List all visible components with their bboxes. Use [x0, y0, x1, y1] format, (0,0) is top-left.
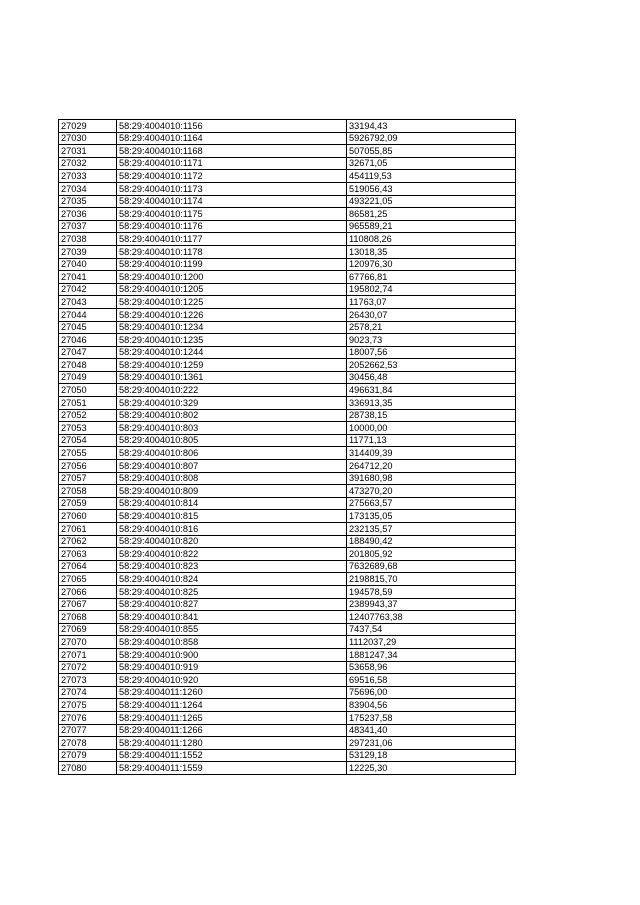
value-cell: 32671,05 [347, 157, 516, 170]
cadastral-number-cell: 58:29:4004011:1266 [117, 724, 347, 737]
value-cell: 67766,81 [347, 271, 516, 284]
value-cell: 12407763,38 [347, 611, 516, 624]
value-cell: 275663,57 [347, 497, 516, 510]
row-number-cell: 27044 [59, 308, 117, 321]
table-row [59, 548, 516, 561]
value-cell: 454119,53 [347, 170, 516, 183]
table-row [59, 585, 516, 598]
table-row [59, 308, 516, 321]
table-row [59, 409, 516, 422]
table-row [59, 623, 516, 636]
row-number-cell: 27060 [59, 510, 117, 523]
value-cell: 9023,73 [347, 334, 516, 347]
row-number-cell: 27029 [59, 120, 117, 133]
value-cell: 13018,35 [347, 245, 516, 258]
cadastral-number-cell: 58:29:4004010:808 [117, 472, 347, 485]
row-number-cell: 27037 [59, 220, 117, 233]
row-number-cell: 27049 [59, 371, 117, 384]
row-number-cell: 27035 [59, 195, 117, 208]
table-row [59, 157, 516, 170]
cadastral-number-cell: 58:29:4004010:1235 [117, 334, 347, 347]
table-row [59, 749, 516, 762]
table-row [59, 397, 516, 410]
cadastral-number-cell: 58:29:4004010:1234 [117, 321, 347, 334]
row-number-cell: 27039 [59, 245, 117, 258]
table-row [59, 648, 516, 661]
cadastral-number-cell: 58:29:4004010:809 [117, 485, 347, 498]
table-row [59, 359, 516, 372]
cadastral-number-cell: 58:29:4004010:816 [117, 523, 347, 536]
row-number-cell: 27031 [59, 145, 117, 158]
cadastral-number-cell: 58:29:4004010:827 [117, 598, 347, 611]
value-cell: 53129,18 [347, 749, 516, 762]
row-number-cell: 27066 [59, 585, 117, 598]
cadastral-number-cell: 58:29:4004010:805 [117, 434, 347, 447]
row-number-cell: 27057 [59, 472, 117, 485]
row-number-cell: 27058 [59, 485, 117, 498]
row-number-cell: 27053 [59, 422, 117, 435]
table-row [59, 560, 516, 573]
cadastral-number-cell: 58:29:4004010:807 [117, 460, 347, 473]
cadastral-number-cell: 58:29:4004010:1172 [117, 170, 347, 183]
value-cell: 195802,74 [347, 283, 516, 296]
value-cell: 28738,15 [347, 409, 516, 422]
cadastral-number-cell: 58:29:4004010:806 [117, 447, 347, 460]
value-cell: 69516,58 [347, 674, 516, 687]
value-cell: 110808,26 [347, 233, 516, 246]
table-row [59, 233, 516, 246]
row-number-cell: 27048 [59, 359, 117, 372]
cadastral-number-cell: 58:29:4004011:1552 [117, 749, 347, 762]
table-row [59, 497, 516, 510]
cadastral-number-cell: 58:29:4004010:329 [117, 397, 347, 410]
value-cell: 201805,92 [347, 548, 516, 561]
row-number-cell: 27072 [59, 661, 117, 674]
value-cell: 26430,07 [347, 308, 516, 321]
cadastral-number-cell: 58:29:4004010:1177 [117, 233, 347, 246]
cadastral-number-cell: 58:29:4004011:1265 [117, 711, 347, 724]
value-cell: 11763,07 [347, 296, 516, 309]
cadastral-number-cell: 58:29:4004010:820 [117, 535, 347, 548]
value-cell: 473270,20 [347, 485, 516, 498]
cadastral-number-cell: 58:29:4004010:825 [117, 585, 347, 598]
cadastral-number-cell: 58:29:4004010:1176 [117, 220, 347, 233]
data-table [58, 119, 516, 775]
cadastral-number-cell: 58:29:4004010:815 [117, 510, 347, 523]
row-number-cell: 27077 [59, 724, 117, 737]
row-number-cell: 27047 [59, 346, 117, 359]
cadastral-number-cell: 58:29:4004010:1205 [117, 283, 347, 296]
table-row [59, 321, 516, 334]
value-cell: 173135,05 [347, 510, 516, 523]
table-row [59, 485, 516, 498]
value-cell: 75696,00 [347, 686, 516, 699]
value-cell: 33194,43 [347, 120, 516, 133]
table-row [59, 245, 516, 258]
cadastral-number-cell: 58:29:4004010:858 [117, 636, 347, 649]
table-row [59, 460, 516, 473]
value-cell: 2578,21 [347, 321, 516, 334]
cadastral-number-cell: 58:29:4004010:1173 [117, 182, 347, 195]
cadastral-number-cell: 58:29:4004010:814 [117, 497, 347, 510]
value-cell: 519056,43 [347, 182, 516, 195]
row-number-cell: 27041 [59, 271, 117, 284]
cadastral-number-cell: 58:29:4004010:1361 [117, 371, 347, 384]
row-number-cell: 27043 [59, 296, 117, 309]
table-row [59, 346, 516, 359]
table-row [59, 686, 516, 699]
row-number-cell: 27065 [59, 573, 117, 586]
cadastral-number-cell: 58:29:4004011:1280 [117, 737, 347, 750]
table-row [59, 296, 516, 309]
cadastral-number-cell: 58:29:4004010:841 [117, 611, 347, 624]
row-number-cell: 27046 [59, 334, 117, 347]
cadastral-number-cell: 58:29:4004010:1164 [117, 132, 347, 145]
value-cell: 7632689,68 [347, 560, 516, 573]
table-row [59, 762, 516, 775]
cadastral-number-cell: 58:29:4004010:1199 [117, 258, 347, 271]
table-row [59, 724, 516, 737]
row-number-cell: 27078 [59, 737, 117, 750]
cadastral-number-cell: 58:29:4004011:1559 [117, 762, 347, 775]
table-row [59, 711, 516, 724]
table-row [59, 699, 516, 712]
value-cell: 7437,54 [347, 623, 516, 636]
cadastral-number-cell: 58:29:4004011:1260 [117, 686, 347, 699]
table-row [59, 737, 516, 750]
table-row [59, 208, 516, 221]
row-number-cell: 27063 [59, 548, 117, 561]
value-cell: 53658,96 [347, 661, 516, 674]
value-cell: 175237,58 [347, 711, 516, 724]
table-row [59, 661, 516, 674]
table-row [59, 422, 516, 435]
value-cell: 314409,39 [347, 447, 516, 460]
value-cell: 496631,84 [347, 384, 516, 397]
cadastral-number-cell: 58:29:4004010:823 [117, 560, 347, 573]
table-row [59, 384, 516, 397]
row-number-cell: 27042 [59, 283, 117, 296]
row-number-cell: 27076 [59, 711, 117, 724]
value-cell: 507055,85 [347, 145, 516, 158]
value-cell: 2198815,70 [347, 573, 516, 586]
row-number-cell: 27050 [59, 384, 117, 397]
table-row [59, 195, 516, 208]
row-number-cell: 27061 [59, 523, 117, 536]
value-cell: 194578,59 [347, 585, 516, 598]
value-cell: 5926792,09 [347, 132, 516, 145]
value-cell: 965589,21 [347, 220, 516, 233]
value-cell: 18007,56 [347, 346, 516, 359]
table-row [59, 170, 516, 183]
cadastral-number-cell: 58:29:4004010:802 [117, 409, 347, 422]
value-cell: 48341,40 [347, 724, 516, 737]
table-row [59, 447, 516, 460]
value-cell: 10000,00 [347, 422, 516, 435]
cadastral-number-cell: 58:29:4004010:803 [117, 422, 347, 435]
table-row [59, 523, 516, 536]
table-row [59, 120, 516, 133]
table-row [59, 334, 516, 347]
value-cell: 2389943,37 [347, 598, 516, 611]
value-cell: 391680,98 [347, 472, 516, 485]
row-number-cell: 27051 [59, 397, 117, 410]
value-cell: 297231,06 [347, 737, 516, 750]
cadastral-number-cell: 58:29:4004010:1259 [117, 359, 347, 372]
value-cell: 232135,57 [347, 523, 516, 536]
table-row [59, 434, 516, 447]
cadastral-number-cell: 58:29:4004010:1178 [117, 245, 347, 258]
cadastral-number-cell: 58:29:4004010:1175 [117, 208, 347, 221]
row-number-cell: 27045 [59, 321, 117, 334]
value-cell: 1881247,34 [347, 648, 516, 661]
row-number-cell: 27067 [59, 598, 117, 611]
value-cell: 11771,13 [347, 434, 516, 447]
table-row [59, 472, 516, 485]
cadastral-number-cell: 58:29:4004010:222 [117, 384, 347, 397]
table-row [59, 271, 516, 284]
row-number-cell: 27074 [59, 686, 117, 699]
row-number-cell: 27056 [59, 460, 117, 473]
row-number-cell: 27032 [59, 157, 117, 170]
table-row [59, 598, 516, 611]
cadastral-number-cell: 58:29:4004010:1174 [117, 195, 347, 208]
cadastral-number-cell: 58:29:4004010:1171 [117, 157, 347, 170]
row-number-cell: 27069 [59, 623, 117, 636]
value-cell: 30456,48 [347, 371, 516, 384]
cadastral-number-cell: 58:29:4004010:1226 [117, 308, 347, 321]
table-row [59, 611, 516, 624]
cadastral-number-cell: 58:29:4004010:919 [117, 661, 347, 674]
value-cell: 83904,56 [347, 699, 516, 712]
table-row [59, 258, 516, 271]
value-cell: 86581,25 [347, 208, 516, 221]
table-row [59, 220, 516, 233]
row-number-cell: 27052 [59, 409, 117, 422]
row-number-cell: 27079 [59, 749, 117, 762]
row-number-cell: 27034 [59, 182, 117, 195]
row-number-cell: 27030 [59, 132, 117, 145]
row-number-cell: 27055 [59, 447, 117, 460]
value-cell: 336913,35 [347, 397, 516, 410]
row-number-cell: 27070 [59, 636, 117, 649]
cadastral-number-cell: 58:29:4004010:1156 [117, 120, 347, 133]
table-row [59, 371, 516, 384]
row-number-cell: 27062 [59, 535, 117, 548]
row-number-cell: 27073 [59, 674, 117, 687]
value-cell: 264712,20 [347, 460, 516, 473]
row-number-cell: 27054 [59, 434, 117, 447]
row-number-cell: 27075 [59, 699, 117, 712]
cadastral-number-cell: 58:29:4004010:855 [117, 623, 347, 636]
row-number-cell: 27064 [59, 560, 117, 573]
table-row [59, 145, 516, 158]
table-row [59, 535, 516, 548]
table-body [59, 120, 516, 775]
cadastral-number-cell: 58:29:4004010:822 [117, 548, 347, 561]
row-number-cell: 27033 [59, 170, 117, 183]
table-row [59, 510, 516, 523]
table-row [59, 636, 516, 649]
cadastral-number-cell: 58:29:4004010:1168 [117, 145, 347, 158]
value-cell: 120976,30 [347, 258, 516, 271]
cadastral-number-cell: 58:29:4004010:900 [117, 648, 347, 661]
value-cell: 12225,30 [347, 762, 516, 775]
table-row [59, 132, 516, 145]
row-number-cell: 27059 [59, 497, 117, 510]
cadastral-number-cell: 58:29:4004010:1225 [117, 296, 347, 309]
row-number-cell: 27068 [59, 611, 117, 624]
row-number-cell: 27080 [59, 762, 117, 775]
table-row [59, 674, 516, 687]
table-row [59, 182, 516, 195]
cadastral-number-cell: 58:29:4004010:824 [117, 573, 347, 586]
cadastral-number-cell: 58:29:4004010:1244 [117, 346, 347, 359]
table-row [59, 283, 516, 296]
cadastral-number-cell: 58:29:4004011:1264 [117, 699, 347, 712]
row-number-cell: 27071 [59, 648, 117, 661]
cadastral-number-cell: 58:29:4004010:920 [117, 674, 347, 687]
table-row [59, 573, 516, 586]
value-cell: 493221,05 [347, 195, 516, 208]
value-cell: 188490,42 [347, 535, 516, 548]
value-cell: 2052662,53 [347, 359, 516, 372]
cadastral-number-cell: 58:29:4004010:1200 [117, 271, 347, 284]
row-number-cell: 27038 [59, 233, 117, 246]
row-number-cell: 27036 [59, 208, 117, 221]
row-number-cell: 27040 [59, 258, 117, 271]
value-cell: 1112037,29 [347, 636, 516, 649]
